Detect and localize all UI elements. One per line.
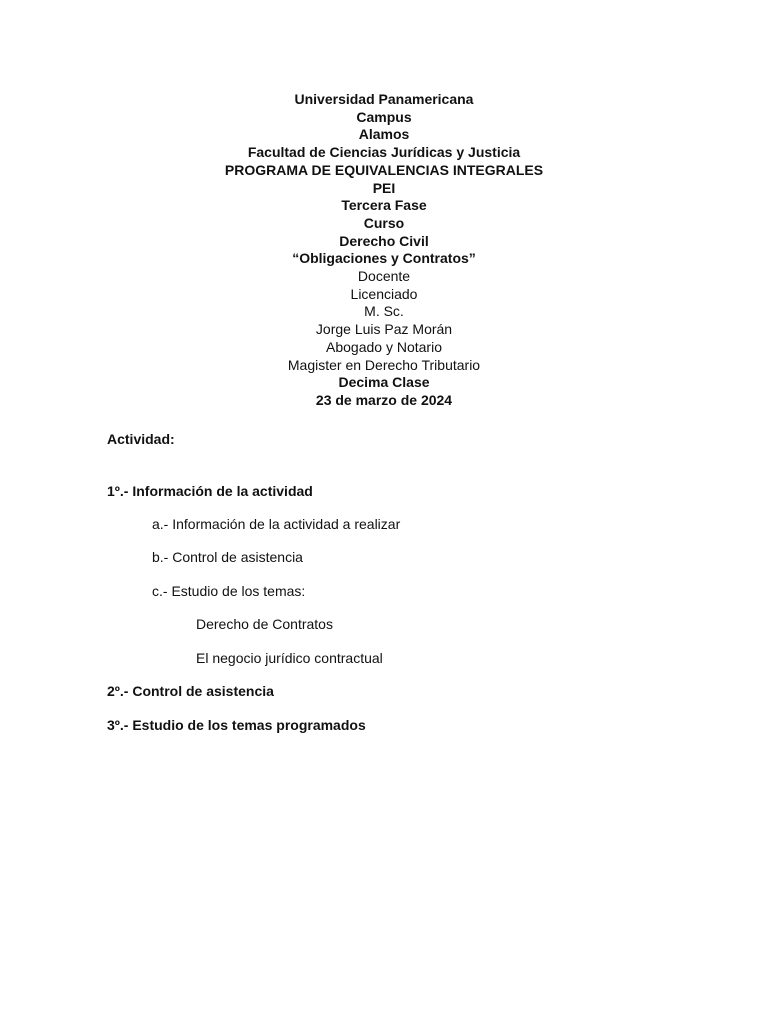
degree-licenciado: Licenciado bbox=[350, 285, 418, 302]
course-name: Derecho Civil bbox=[339, 232, 429, 249]
activity-item-1: 1º.- Información de la actividad bbox=[107, 483, 313, 499]
topic-1: Derecho de Contratos bbox=[196, 616, 333, 632]
document-header bbox=[0, 91, 768, 410]
university-name: Universidad Panamericana bbox=[294, 91, 474, 107]
class-number: Decima Clase bbox=[338, 374, 430, 391]
course-title: “Obligaciones y Contratos” bbox=[292, 250, 476, 267]
activity-sub-b: b.- Control de asistencia bbox=[152, 549, 303, 565]
teacher-label: Docente bbox=[357, 268, 411, 285]
course-label: Curso bbox=[363, 214, 405, 231]
activity-heading: Actividad: bbox=[107, 431, 175, 447]
topic-2: El negocio jurídico contractual bbox=[196, 650, 383, 666]
activity-sub-c: c.- Estudio de los temas: bbox=[152, 583, 306, 599]
teacher-master: Magister en Derecho Tributario bbox=[287, 356, 481, 373]
teacher-name: Jorge Luis Paz Morán bbox=[315, 321, 453, 338]
campus-label: Campus bbox=[356, 108, 412, 125]
teacher-profession: Abogado y Notario bbox=[326, 338, 442, 355]
program-name: PROGRAMA DE EQUIVALENCIAS INTEGRALES bbox=[224, 161, 544, 178]
activity-item-2: 2º.- Control de asistencia bbox=[107, 683, 274, 699]
class-date: 23 de marzo de 2024 bbox=[315, 391, 453, 408]
activity-sub-a: a.- Información de la actividad a realizar bbox=[152, 516, 401, 532]
phase: Tercera Fase bbox=[341, 197, 427, 214]
program-abbreviation: PEI bbox=[372, 179, 396, 196]
degree-msc: M. Sc. bbox=[364, 303, 404, 320]
campus-name: Alamos bbox=[358, 126, 410, 143]
faculty-name: Facultad de Ciencias Jurídicas y Justicia bbox=[247, 144, 521, 161]
activity-item-3: 3º.- Estudio de los temas programados bbox=[107, 717, 366, 733]
